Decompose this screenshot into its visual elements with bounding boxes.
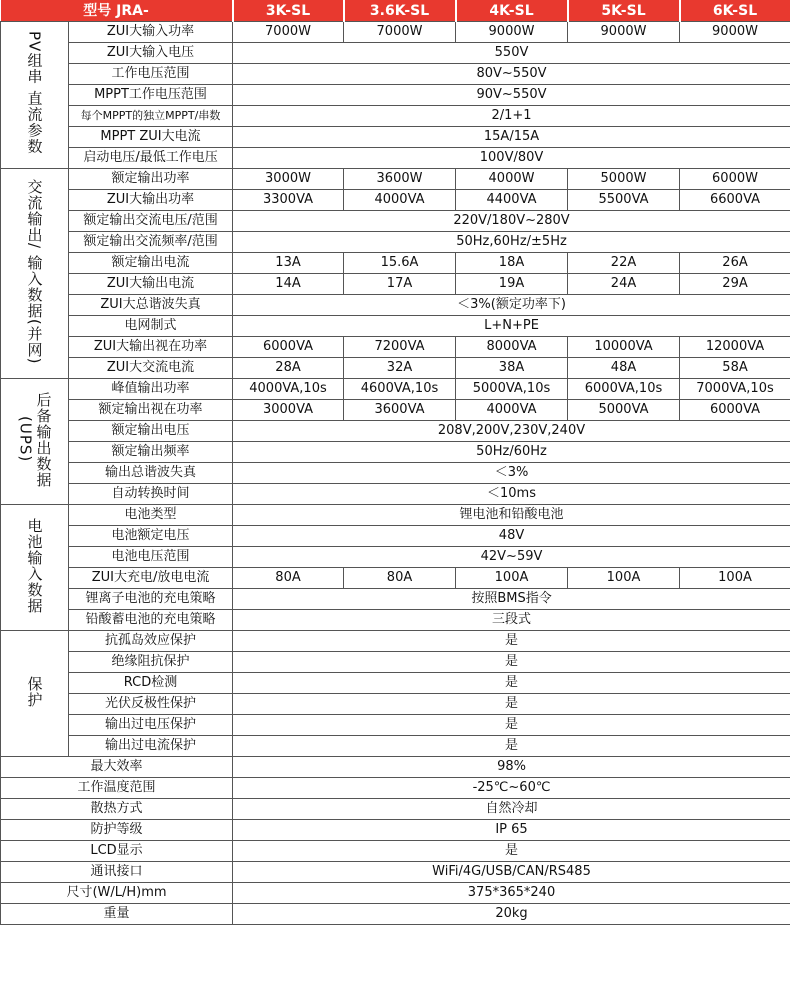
spec-row <box>1 22 790 43</box>
spec-row <box>1 127 790 148</box>
spec-row <box>1 694 790 715</box>
spec-label: 抗孤岛效应保护 <box>69 631 233 652</box>
spec-value: 32A <box>344 358 456 379</box>
spec-value: ＜3% <box>233 463 790 484</box>
spec-value: 3300VA <box>233 190 344 211</box>
spec-value: 5000VA,10s <box>456 379 568 400</box>
general-label: 工作温度范围 <box>1 778 233 799</box>
spec-label: 输出过电压保护 <box>69 715 233 736</box>
general-row <box>1 904 790 925</box>
spec-label: ZUI大充电/放电电流 <box>69 568 233 589</box>
spec-label: 输出过电流保护 <box>69 736 233 757</box>
spec-value: 550V <box>233 43 790 64</box>
spec-label: 额定输出功率 <box>69 169 233 190</box>
spec-value: 5500VA <box>568 190 680 211</box>
general-label: 尺寸(W/L/H)mm <box>1 883 233 904</box>
spec-value: 100V/80V <box>233 148 790 169</box>
spec-value: 100A <box>568 568 680 589</box>
spec-row <box>1 505 790 526</box>
spec-value: 18A <box>456 253 568 274</box>
general-row <box>1 862 790 883</box>
spec-value: 4000VA <box>344 190 456 211</box>
spec-row <box>1 148 790 169</box>
spec-row <box>1 400 790 421</box>
spec-value: 9000W <box>680 22 790 43</box>
spec-row <box>1 274 790 295</box>
spec-value: 7000W <box>233 22 344 43</box>
spec-label: 铅酸蓄电池的充电策略 <box>69 610 233 631</box>
header-row <box>1 0 790 22</box>
spec-label: 光伏反极性保护 <box>69 694 233 715</box>
spec-value: 22A <box>568 253 680 274</box>
model-header: 5K-SL <box>568 0 680 22</box>
spec-value: 6000VA <box>680 400 790 421</box>
spec-label: ZUI大输入电压 <box>69 43 233 64</box>
spec-label: 额定输出电压 <box>69 421 233 442</box>
spec-value: 4000VA <box>456 400 568 421</box>
spec-value: 14A <box>233 274 344 295</box>
spec-label: 工作电压范围 <box>69 64 233 85</box>
general-value: -25℃~60℃ <box>233 778 790 799</box>
spec-label: 绝缘阻抗保护 <box>69 652 233 673</box>
general-label: 重量 <box>1 904 233 925</box>
spec-value: 是 <box>233 631 790 652</box>
section-group-label <box>1 379 69 505</box>
spec-value: 3000W <box>233 169 344 190</box>
section-group-label <box>1 22 69 169</box>
spec-label: 每个MPPT的独立MPPT/串数 <box>69 106 233 127</box>
model-label: 型号 JRA- <box>1 0 233 22</box>
spec-label: 额定输出交流电压/范围 <box>69 211 233 232</box>
spec-value: 4000W <box>456 169 568 190</box>
section-group-text: 保护 <box>25 675 44 708</box>
spec-label: 输出总谐波失真 <box>69 463 233 484</box>
spec-row <box>1 442 790 463</box>
spec-label: ZUI大输入功率 <box>69 22 233 43</box>
section-group-text: 后备输出数据 (UPS) <box>16 391 53 488</box>
spec-label: 锂离子电池的充电策略 <box>69 589 233 610</box>
spec-value: 10000VA <box>568 337 680 358</box>
spec-value: 按照BMS指令 <box>233 589 790 610</box>
spec-value: 24A <box>568 274 680 295</box>
spec-value: 100A <box>456 568 568 589</box>
spec-label: RCD检测 <box>69 673 233 694</box>
spec-label: 启动电压/最低工作电压 <box>69 148 233 169</box>
spec-label: ZUI大输出视在功率 <box>69 337 233 358</box>
spec-value: 4000VA,10s <box>233 379 344 400</box>
spec-row <box>1 190 790 211</box>
spec-row <box>1 43 790 64</box>
spec-value: 三段式 <box>233 610 790 631</box>
general-value: IP 65 <box>233 820 790 841</box>
spec-value: 8000VA <box>456 337 568 358</box>
spec-value: 6000W <box>680 169 790 190</box>
spec-row <box>1 631 790 652</box>
spec-row <box>1 337 790 358</box>
section-group-label <box>1 631 69 757</box>
spec-row <box>1 232 790 253</box>
spec-row <box>1 715 790 736</box>
spec-value: 4400VA <box>456 190 568 211</box>
spec-value: ＜10ms <box>233 484 790 505</box>
spec-value: 42V~59V <box>233 547 790 568</box>
general-row <box>1 778 790 799</box>
spec-label: ZUI大输出功率 <box>69 190 233 211</box>
spec-row <box>1 547 790 568</box>
spec-value: 28A <box>233 358 344 379</box>
spec-row <box>1 589 790 610</box>
spec-value: 48A <box>568 358 680 379</box>
spec-value: 100A <box>680 568 790 589</box>
spec-label: 电网制式 <box>69 316 233 337</box>
general-row <box>1 820 790 841</box>
spec-label: 电池电压范围 <box>69 547 233 568</box>
spec-row <box>1 358 790 379</box>
spec-label: MPPT工作电压范围 <box>69 85 233 106</box>
spec-label: MPPT ZUI大电流 <box>69 127 233 148</box>
section-group-text: 电池输入数据 <box>25 517 44 614</box>
general-value: 375*365*240 <box>233 883 790 904</box>
spec-row <box>1 169 790 190</box>
general-row <box>1 799 790 820</box>
spec-label: 峰值输出功率 <box>69 379 233 400</box>
spec-row <box>1 211 790 232</box>
general-value: 98% <box>233 757 790 778</box>
spec-value: 17A <box>344 274 456 295</box>
spec-value: L+N+PE <box>233 316 790 337</box>
spec-value: 3000VA <box>233 400 344 421</box>
spec-value: 是 <box>233 652 790 673</box>
spec-label: 额定输出交流频率/范围 <box>69 232 233 253</box>
spec-value: 208V,200V,230V,240V <box>233 421 790 442</box>
general-value: WiFi/4G/USB/CAN/RS485 <box>233 862 790 883</box>
spec-value: 58A <box>680 358 790 379</box>
spec-value: 6000VA <box>233 337 344 358</box>
spec-row <box>1 673 790 694</box>
spec-row <box>1 484 790 505</box>
spec-label: ZUI大交流电流 <box>69 358 233 379</box>
general-label: 最大效率 <box>1 757 233 778</box>
spec-label: 自动转换时间 <box>69 484 233 505</box>
spec-row <box>1 106 790 127</box>
general-label: 通讯接口 <box>1 862 233 883</box>
spec-value: 是 <box>233 694 790 715</box>
general-label: LCD显示 <box>1 841 233 862</box>
section-group-label <box>1 505 69 631</box>
spec-body <box>1 22 790 925</box>
spec-value: 80A <box>233 568 344 589</box>
spec-value: 48V <box>233 526 790 547</box>
general-value: 自然冷却 <box>233 799 790 820</box>
spec-value: 锂电池和铅酸电池 <box>233 505 790 526</box>
spec-value: 29A <box>680 274 790 295</box>
spec-value: 19A <box>456 274 568 295</box>
spec-value: 80V~550V <box>233 64 790 85</box>
spec-value: 26A <box>680 253 790 274</box>
spec-value: 220V/180V~280V <box>233 211 790 232</box>
spec-value: 2/1+1 <box>233 106 790 127</box>
spec-row <box>1 526 790 547</box>
spec-value: 4600VA,10s <box>344 379 456 400</box>
spec-value: 7000VA,10s <box>680 379 790 400</box>
spec-label: 额定输出视在功率 <box>69 400 233 421</box>
spec-value: 15.6A <box>344 253 456 274</box>
spec-value: 90V~550V <box>233 85 790 106</box>
model-header: 3.6K-SL <box>344 0 456 22</box>
spec-label: ZUI大输出电流 <box>69 274 233 295</box>
general-row <box>1 841 790 862</box>
spec-value: 7000W <box>344 22 456 43</box>
spec-value: 80A <box>344 568 456 589</box>
spec-value: 3600VA <box>344 400 456 421</box>
spec-row <box>1 652 790 673</box>
spec-label: 额定输出电流 <box>69 253 233 274</box>
spec-value: 是 <box>233 715 790 736</box>
section-group-text: 交流输出/ 输入数据(并网) <box>25 178 44 365</box>
spec-row <box>1 253 790 274</box>
model-header: 3K-SL <box>233 0 344 22</box>
spec-row <box>1 568 790 589</box>
spec-value: 7200VA <box>344 337 456 358</box>
spec-value: 3600W <box>344 169 456 190</box>
spec-value: 15A/15A <box>233 127 790 148</box>
spec-row <box>1 316 790 337</box>
spec-row <box>1 379 790 400</box>
general-label: 散热方式 <box>1 799 233 820</box>
spec-label: 电池额定电压 <box>69 526 233 547</box>
spec-value: 12000VA <box>680 337 790 358</box>
spec-value: 5000W <box>568 169 680 190</box>
spec-label: 电池类型 <box>69 505 233 526</box>
spec-value: 6600VA <box>680 190 790 211</box>
spec-value: 38A <box>456 358 568 379</box>
spec-row <box>1 463 790 484</box>
spec-value: 9000W <box>568 22 680 43</box>
spec-value: 13A <box>233 253 344 274</box>
spec-value: 50Hz/60Hz <box>233 442 790 463</box>
general-value: 20kg <box>233 904 790 925</box>
general-row <box>1 757 790 778</box>
general-value: 是 <box>233 841 790 862</box>
model-header: 6K-SL <box>680 0 790 22</box>
spec-row <box>1 64 790 85</box>
spec-value: 50Hz,60Hz/±5Hz <box>233 232 790 253</box>
spec-value: 6000VA,10s <box>568 379 680 400</box>
spec-row <box>1 295 790 316</box>
section-group-text: PV组串 直流参数 <box>25 31 44 155</box>
spec-value: 9000W <box>456 22 568 43</box>
spec-row <box>1 610 790 631</box>
section-group-label <box>1 169 69 379</box>
spec-value: ＜3%(额定功率下) <box>233 295 790 316</box>
spec-row <box>1 85 790 106</box>
general-row <box>1 883 790 904</box>
spec-label: ZUI大总谐波失真 <box>69 295 233 316</box>
spec-value: 是 <box>233 673 790 694</box>
spec-row <box>1 421 790 442</box>
spec-value: 5000VA <box>568 400 680 421</box>
spec-label: 额定输出频率 <box>69 442 233 463</box>
spec-value: 是 <box>233 736 790 757</box>
model-header: 4K-SL <box>456 0 568 22</box>
spec-row <box>1 736 790 757</box>
general-label: 防护等级 <box>1 820 233 841</box>
